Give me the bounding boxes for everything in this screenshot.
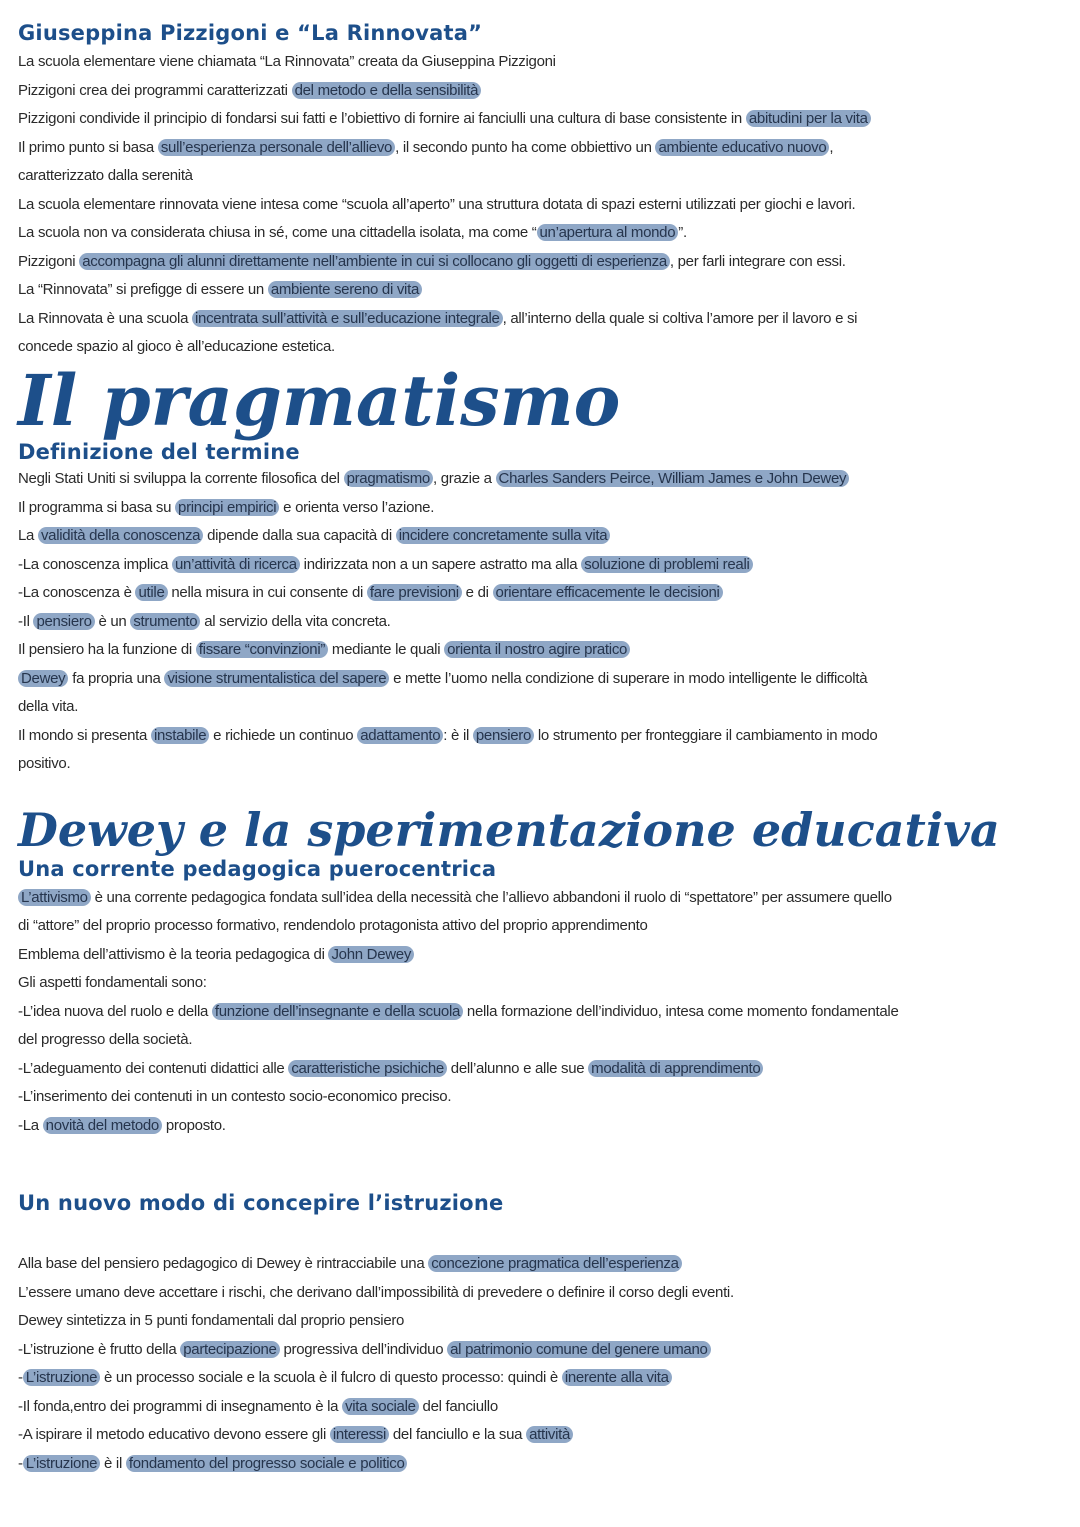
highlighted-text: orienta il nostro agire pratico [444,641,630,658]
text-segment: e di [461,584,493,601]
text-segment: del fanciullo [418,1397,498,1415]
highlighted-text: fondamento del progresso sociale e politico [126,1455,408,1472]
section-title: Dewey e la sperimentazione educativa [18,803,1000,857]
highlighted-text: attività [526,1426,573,1443]
text-line [18,1055,1058,1084]
text-segment: -L’idea nuova del ruolo e della [18,1002,212,1020]
text-line [18,1250,1058,1279]
text-segment: -L’inserimento dei contenuti in un contesto socio-economico preciso. [18,1088,452,1106]
text-segment: indirizzata non a un sapere astratto ma alla [299,555,582,573]
text-line [18,551,1058,580]
highlighted-text: fissare “convinzioni” [196,641,328,658]
text-segment: -L’adeguamento dei contenuti didattici alle [18,1059,289,1077]
text-line [18,1279,1058,1308]
text-segment: , grazie a [432,470,496,487]
highlighted-text: modalità di apprendimento [588,1060,763,1077]
text-segment: nella formazione dell’individuo, intesa come momento fondamentale [463,1002,899,1020]
highlighted-text: inerente alla vita [562,1369,672,1386]
highlighted-text: pensiero [473,727,534,744]
text-segment: e mette l’uomo nella condizione di superare in modo intelligente le difficoltà [389,669,868,687]
text-segment: mediante le quali [328,641,445,658]
text-segment: , [829,138,834,156]
text-line [18,191,1058,220]
text-segment: fa propria una [68,669,165,687]
section-dewey [18,805,1058,1140]
text-segment: L’essere umano deve accettare i rischi, che derivano dall’impossibilità di prevedere o definire il corso degli eventi. [18,1283,734,1301]
text-segment: La scuola elementare rinnovata viene intesa come “scuola all’aperto” una struttura dotata di spazi esterni utilizzati per giochi e lavori. [18,195,856,213]
text-line [18,884,1058,913]
highlighted-text: al patrimonio comune del genere umano [447,1341,710,1358]
text-line [18,494,1058,523]
section-subtitle: Giuseppina Pizzigoni e “La Rinnovata” [18,21,483,45]
section-istruzione [18,1190,1058,1478]
text-segment: -A ispirare il metodo educativo devono essere gli [18,1426,330,1443]
highlighted-text: un’apertura al mondo [537,224,679,241]
highlighted-text: vita sociale [342,1398,419,1415]
highlighted-text: interessi [330,1426,389,1443]
highlighted-text: accompagna gli alunni direttamente nell’ambiente in cui si collocano gli oggetti di esperienza [79,253,670,270]
text-line [18,1307,1058,1336]
section-pragmatismo [18,359,1058,779]
text-segment: -La conoscenza è [18,584,136,601]
text-segment: Il primo punto si basa [18,138,158,156]
text-segment: del progresso della società. [18,1031,193,1049]
highlighted-text: caratteristiche psichiche [288,1060,447,1077]
text-segment: Dewey sintetizza in 5 punti fondamentali dal proprio pensiero [18,1312,405,1329]
text-segment: è un processo sociale e la scuola è il fulcro di questo processo: quindi è [100,1369,562,1386]
text-segment: Il pensiero ha la funzione di [18,641,196,658]
text-line [18,1112,1058,1141]
highlighted-text: L’istruzione [23,1369,100,1386]
highlighted-text: incentrata sull’attività e sull’educazione integrale [192,310,503,327]
highlighted-text: principi empirici [175,499,279,516]
text-line [18,48,1058,77]
text-segment: , all’interno della quale si coltiva l’amore per il lavoro e si [502,309,858,327]
highlighted-text: ambiente sereno di vita [268,281,422,298]
text-line [18,1421,1058,1450]
text-segment: Pizzigoni condivide il principio di fondarsi sui fatti e l’obiettivo di fornire ai fanciulli una cultura di base consistente in [18,110,746,127]
text-segment: -L’istruzione è frutto della [18,1340,181,1358]
highlighted-text: validità della conoscenza [38,527,203,544]
highlighted-text: ambiente educativo nuovo [655,139,829,156]
text-segment: è una corrente pedagogica fondata sull’idea della necessità che l’allievo abbandoni il ruolo di “spettatore” per assumere quello [90,888,892,906]
highlighted-text: concezione pragmatica dell’esperienza [428,1255,681,1272]
text-segment: -Il [18,612,34,630]
highlighted-text: visione strumentalistica del sapere [164,670,389,687]
highlighted-text: un’attività di ricerca [172,556,300,573]
text-segment: dell’alunno e alle sue [446,1059,589,1077]
text-line [18,276,1058,305]
highlighted-text: partecipazione [180,1341,279,1358]
section-body [18,1250,1058,1478]
text-segment: e richiede un continuo [209,726,358,744]
text-line [18,522,1058,551]
text-segment: : è il [443,726,473,744]
text-segment: Alla base del pensiero pedagogico di Dewey è rintracciabile una [18,1255,429,1272]
text-line [18,912,1058,941]
highlighted-text: L’attivismo [18,889,91,906]
highlighted-text: John Dewey [328,946,414,963]
text-segment: Emblema dell’attivismo è la teoria pedagogica di [18,945,329,963]
text-line [18,1450,1058,1479]
highlighted-text: adattamento [357,727,443,744]
text-segment: proposto. [161,1116,226,1134]
text-line [18,77,1058,106]
text-line [18,1026,1058,1055]
text-line [18,636,1058,665]
text-line [18,1393,1058,1422]
text-segment: - [18,1454,23,1472]
text-line [18,693,1058,722]
highlighted-text: strumento [130,613,200,630]
highlighted-text: utile [135,584,167,601]
text-line [18,998,1058,1027]
text-line [18,1083,1058,1112]
text-segment: La scuola elementare viene chiamata “La Rinnovata” creata da Giuseppina Pizzigoni [18,53,556,70]
text-line [18,219,1058,248]
text-line [18,1364,1058,1393]
text-segment: - [18,1369,23,1386]
text-segment: positivo. [18,755,71,772]
highlighted-text: instabile [151,727,209,744]
highlighted-text: incidere concretamente sulla vita [396,527,611,544]
highlighted-text: soluzione di problemi reali [581,556,752,573]
text-line [18,608,1058,637]
text-line [18,248,1058,277]
text-line [18,333,1058,362]
text-segment: Il programma si basa su [18,498,176,516]
section-body [18,465,1058,779]
text-segment: Pizzigoni [18,252,80,270]
section-subtitle: Una corrente pedagogica puerocentrica [18,856,497,881]
text-segment: -La conoscenza implica [18,555,173,573]
text-segment: concede spazio al gioco è all’educazione estetica. [18,338,335,355]
section-title: Il pragmatismo [18,359,621,442]
text-segment: , il secondo punto ha come obbiettivo un [395,138,656,156]
text-segment: La [18,527,38,544]
text-segment: La Rinnovata è una scuola [18,309,192,327]
text-segment: lo strumento per fronteggiare il cambiamento in modo [534,726,878,744]
text-segment: di “attore” del proprio processo formativo, rendendolo protagonista attivo del proprio apprendimento [18,917,648,935]
text-segment: e orienta verso l’azione. [279,498,435,516]
highlighted-text: Charles Sanders Peirce, William James e John Dewey [496,470,850,487]
text-line [18,941,1058,970]
text-segment: -Il fonda,entro dei programmi di insegnamento è la [18,1397,343,1415]
highlighted-text: pensiero [33,613,94,630]
highlighted-text: pragmatismo [344,470,433,487]
section-body [18,48,1058,362]
highlighted-text: Dewey [18,670,68,687]
section-body [18,884,1058,1141]
text-segment: Pizzigoni crea dei programmi caratterizzati [18,81,292,99]
highlighted-text: del metodo e della sensibilità [292,82,482,99]
text-segment: Gli aspetti fondamentali sono: [18,974,207,992]
text-line [18,750,1058,779]
text-segment: nella misura in cui consente di [167,584,367,601]
text-line [18,305,1058,334]
text-segment: dipende dalla sua capacità di [203,527,396,544]
text-line [18,579,1058,608]
text-line [18,1336,1058,1365]
section-subtitle: Definizione del termine [18,440,300,464]
text-segment: al servizio della vita concreta. [200,612,391,630]
highlighted-text: abitudini per la vita [746,110,871,127]
text-segment: è il [100,1454,126,1472]
section-subtitle: Un nuovo modo di concepire l’istruzione [18,1191,504,1215]
text-segment: Il mondo si presenta [18,726,151,744]
text-segment: La scuola non va considerata chiusa in sé, come una cittadella isolata, ma come “ [18,224,537,241]
section-pizzigoni [18,20,1058,362]
text-segment: -La [18,1116,43,1134]
text-segment: Negli Stati Uniti si sviluppa la corrente filosofica del [18,470,344,487]
text-segment: è un [94,612,131,630]
text-line [18,969,1058,998]
text-segment: , per farli integrare con essi. [669,252,846,270]
highlighted-text: sull’esperienza personale dell’allievo [158,139,395,156]
text-segment: progressiva dell’individuo [279,1340,448,1358]
text-segment: La “Rinnovata” si prefigge di essere un [18,281,268,298]
text-segment: della vita. [18,698,79,715]
text-line [18,722,1058,751]
text-line [18,665,1058,694]
highlighted-text: orientare efficacemente le decisioni [493,584,723,601]
highlighted-text: fare previsioni [367,584,462,601]
text-line [18,162,1058,191]
text-segment: ”. [678,224,687,241]
text-line [18,134,1058,163]
text-line [18,465,1058,494]
text-segment: caratterizzato dalla serenità [18,167,193,184]
highlighted-text: L’istruzione [23,1455,100,1472]
text-segment: del fanciullo e la sua [389,1426,527,1443]
highlighted-text: novità del metodo [43,1117,162,1134]
highlighted-text: funzione dell’insegnante e della scuola [212,1003,463,1020]
text-line [18,105,1058,134]
